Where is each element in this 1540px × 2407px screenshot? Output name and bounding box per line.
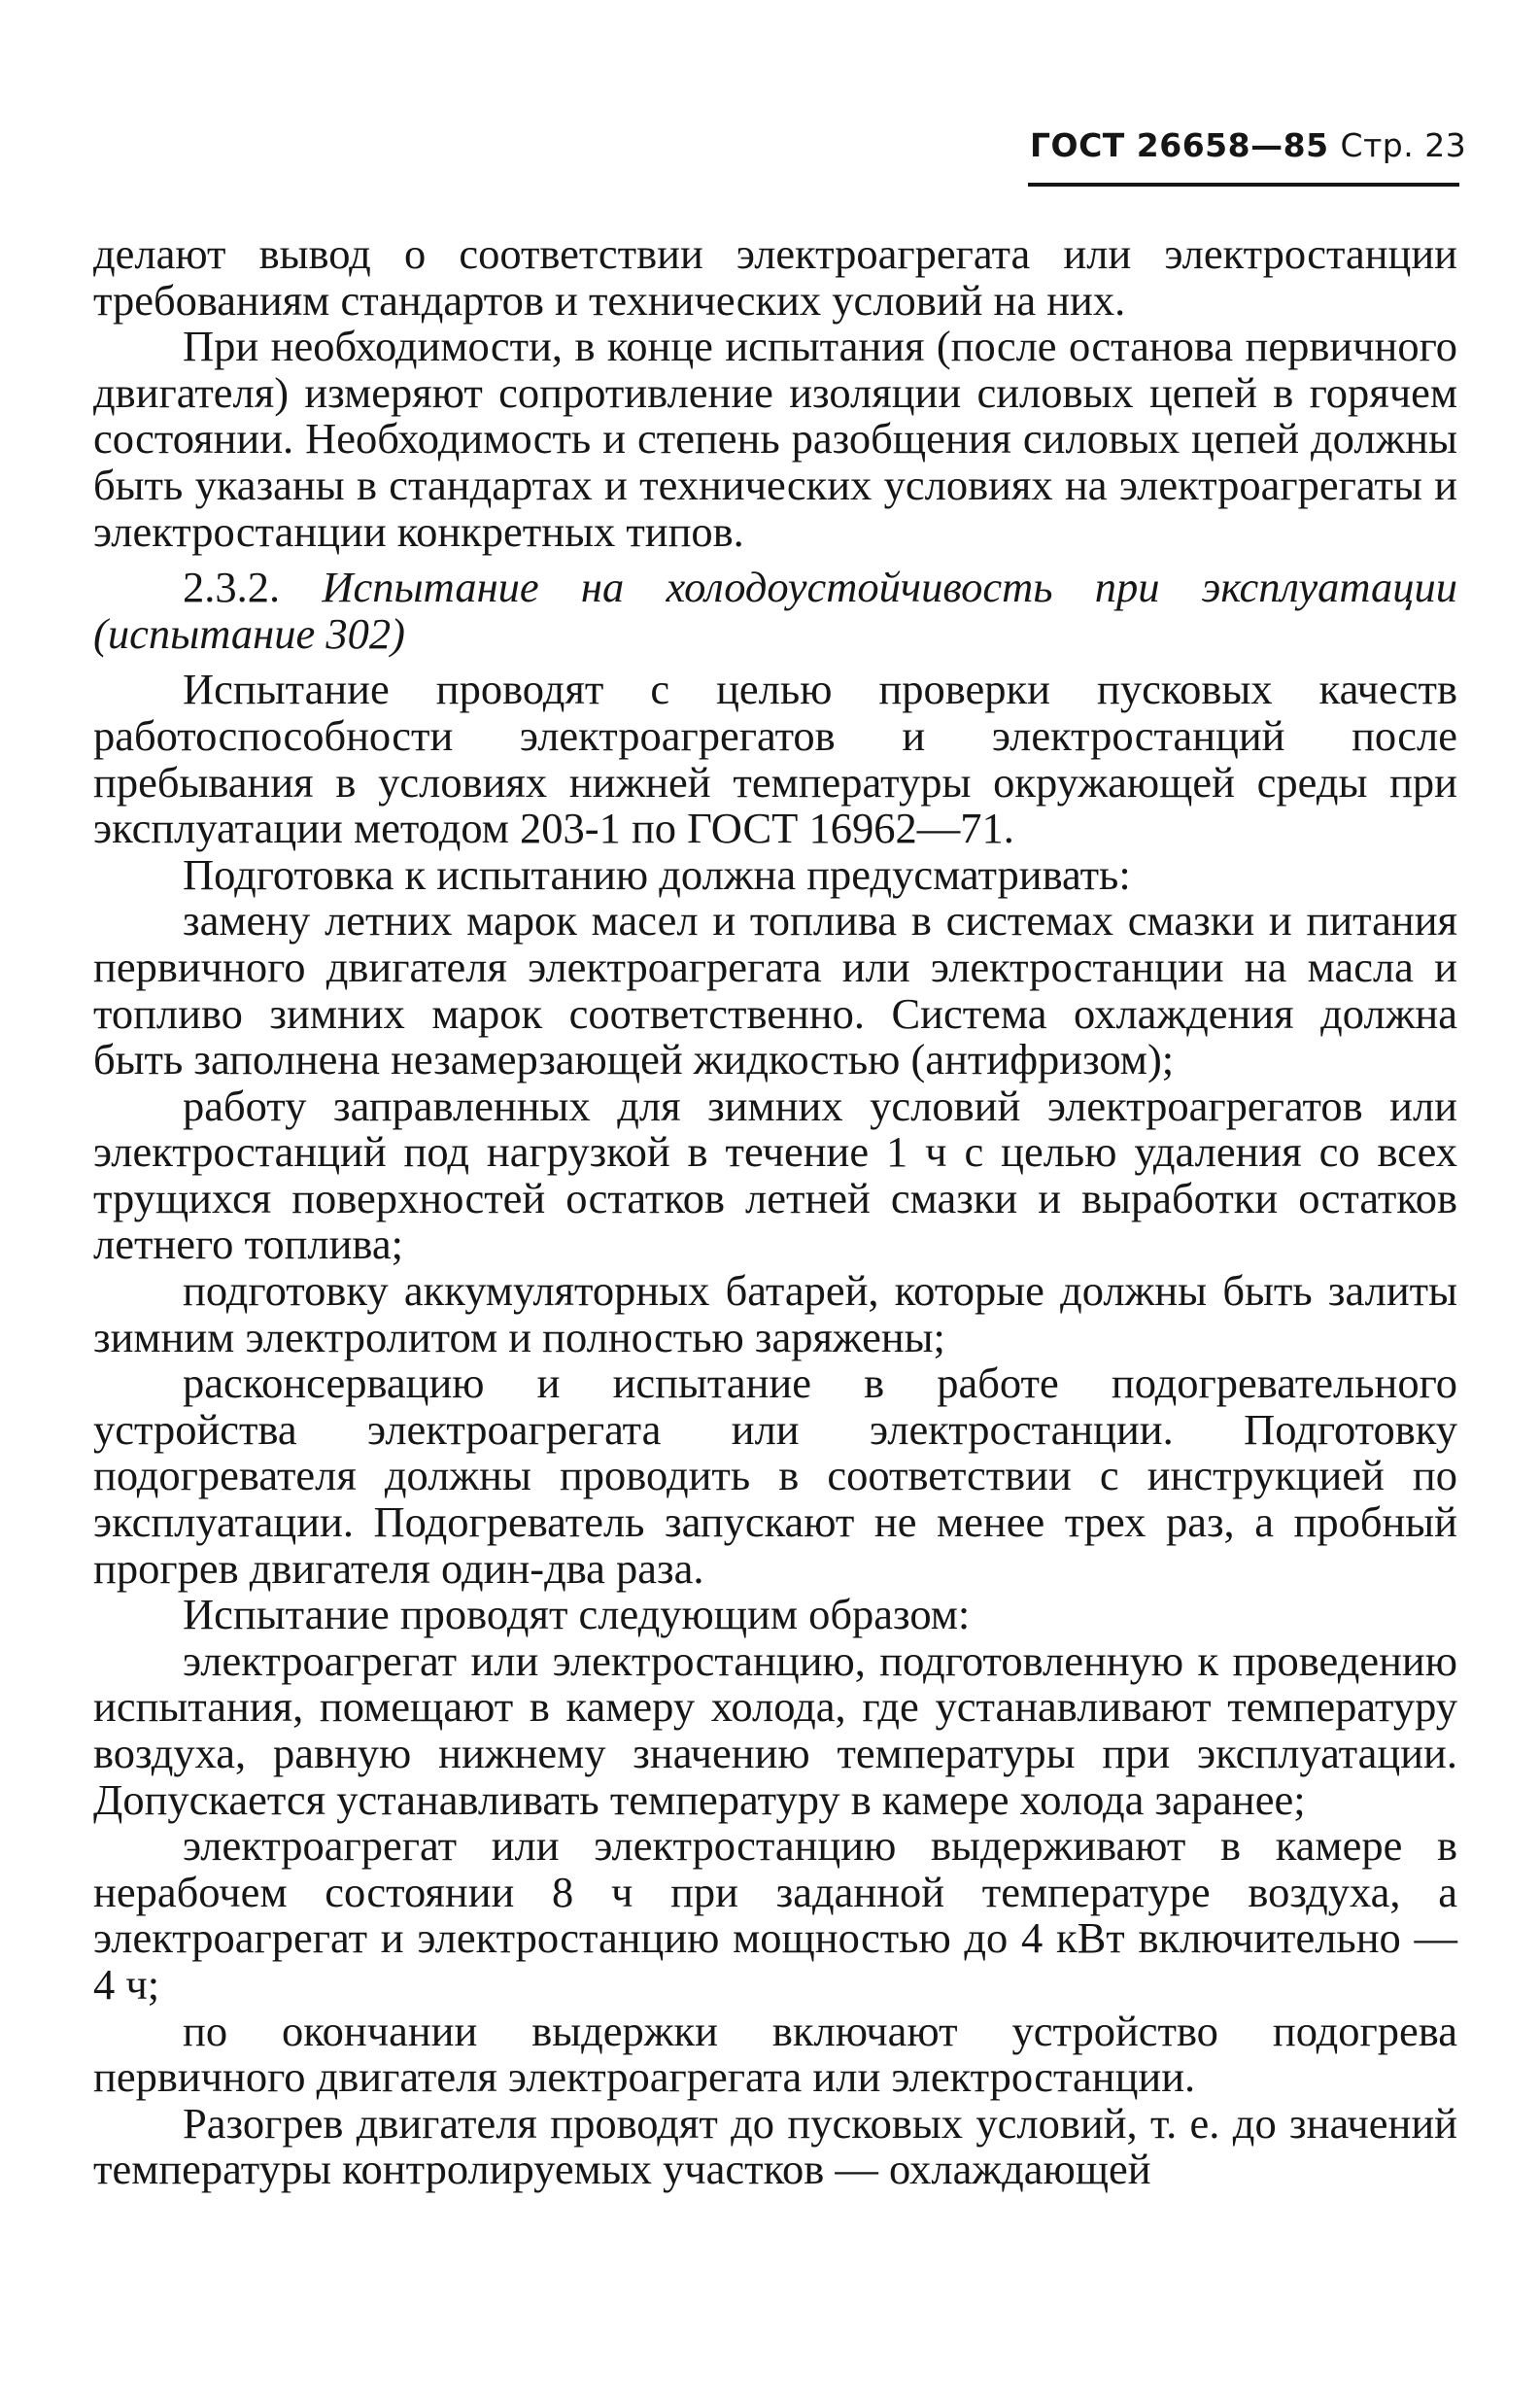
list-item-holding: электроагрегат или электростанцию выдерживают в камере в нерабочем состоянии 8 ч при заданной температуре воздуха, а электроагрегат и электростанцию мощностью до 4 кВт включительно — 4 ч; (93, 1821, 1457, 2009)
header-rule (1028, 183, 1459, 187)
list-item-oil-replacement: замену летних марок масел и топлива в системах смазки и питания первичного двигателя электроагрегата или электростанции на масла и топливо зимних марок соответственно. Система охлаждения должна быть заполнена незамерзающей жидкостью (антифризом); (93, 896, 1457, 1084)
list-item-heater: расконсервацию и испытание в работе подогревательного устройства электроагрегата или электростанции. Подготовку подогревателя должны проводить в соответствии с инструкцией по эксплуатации. Подогреватель запускают не менее трех раз, а пробный прогрев двигателя один-два раза. (93, 1358, 1457, 1593)
section-title: Испытание на холодоустойчивость при эксплуатации (испытание 302) (93, 563, 1458, 658)
standard-number: ГОСТ 26658—85 (1030, 126, 1329, 164)
page-number: Стр. 23 (1340, 126, 1467, 164)
section-number: 2.3.2. (183, 563, 281, 612)
section-heading (93, 565, 1457, 657)
list-item-cold-chamber: электроагрегат или электростанцию, подготовленную к проведению испытания, помещают в камеру холода, где устанавливают температуру воздуха, равную нижнему значению температуры при эксплуатации. Допускается устанавливать температуру в камере холода заранее; (93, 1635, 1457, 1824)
list-item-preheat: по окончании выдержки включают устройство подогрева первичного двигателя электроагрегата или электростанции. (93, 2006, 1457, 2102)
paragraph-insulation: При необходимости, в конце испытания (после останова первичного двигателя) измеряют сопротивление изоляции силовых цепей в горячем состоянии. Необходимость и степень разобщения силовых цепей должны быть указаны в стандартах и технических условиях на электроагрегаты и электростанции конкретных типов. (93, 322, 1457, 556)
list-item-batteries: подготовку аккумуляторных батарей, которые должны быть залиты зимним электролитом и полностью заряжены; (93, 1266, 1457, 1361)
paragraph-procedure-intro: Испытание проводят следующим образом: (183, 1590, 971, 1639)
paragraph-continuation: делают вывод о соответствии электроагрегата или электростанции требованиям стандартов и технических условий на них. (93, 229, 1457, 325)
body-text (93, 231, 1457, 2193)
list-item-load-run: работу заправленных для зимних условий электроагрегатов или электростанций под нагрузкой в течение 1 ч с целью удаления со всех трущихся поверхностей остатков летней смазки и выработки остатков летнего топлива; (93, 1081, 1457, 1269)
paragraph-warmup: Разогрев двигателя проводят до пусковых условий, т. е. до значений температуры контролируемых участков — охлаждающей (93, 2098, 1457, 2194)
page-header (1030, 126, 1467, 165)
paragraph-preparation-intro: Подготовка к испытанию должна предусматривать: (183, 849, 1131, 899)
paragraph-purpose: Испытание проводят с целью проверки пусковых качеств работоспособности электроагрегатов и электростанций после пребывания в условиях нижней температуры окружающей среды при эксплуатации методом 203-1 по ГОСТ 16962—71. (93, 665, 1457, 853)
